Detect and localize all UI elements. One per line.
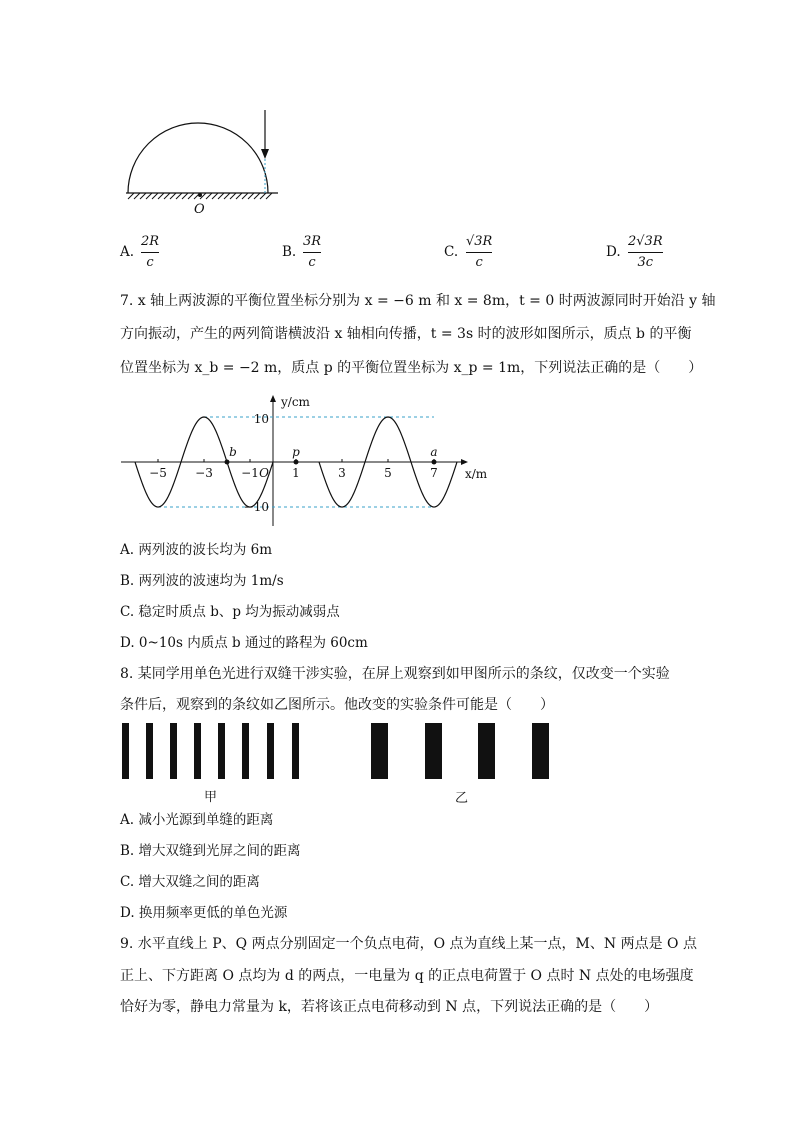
q6-option-b-fraction: [303, 234, 321, 271]
point-a: [432, 460, 437, 465]
x-axis-label: x/m: [465, 467, 488, 481]
numerator: 2R: [141, 234, 160, 249]
q6-option-d-fraction: [628, 234, 663, 271]
denominator: 3c: [637, 255, 654, 270]
q6-option-d-letter: D.: [606, 244, 621, 260]
q6-option-c-letter: C.: [444, 244, 459, 260]
semicircle-arc: [128, 123, 268, 193]
center-dot: [198, 193, 202, 197]
fringe-stripe: [267, 723, 274, 779]
fringe-stripe: [292, 723, 299, 779]
q9-line-2: 正上、下方距离 O 点均为 d 的两点，一电量为 q 的正点电荷置于 O 点时 N 点处的电场强度: [120, 968, 694, 984]
q7-option-c: C. 稳定时质点 b、p 均为振动减弱点: [120, 604, 340, 620]
denominator: c: [475, 255, 483, 270]
denominator: c: [308, 255, 316, 270]
q8-option-a: A. 减小光源到单缝的距离: [120, 812, 274, 828]
numerator: 3R: [303, 234, 322, 249]
fringe-stripe: [170, 723, 177, 779]
label-yi: 乙: [455, 791, 469, 806]
arrow-head-icon: [261, 149, 269, 159]
q6-option-a-letter: A.: [120, 244, 135, 260]
q8-option-c: C. 增大双缝之间的距离: [120, 874, 260, 890]
q8-option-b: B. 增大双缝到光屏之间的距离: [120, 843, 301, 859]
q8-option-d: D. 换用频率更低的单色光源: [120, 905, 288, 921]
q6-option-a-fraction: [141, 234, 159, 271]
q7-line-1: 7. x 轴上两波源的平衡位置坐标分别为 x = −6 m 和 x = 8m，t = 0 时两波源同时开始沿 y 轴: [120, 293, 716, 309]
fringe-stripe: [532, 723, 549, 779]
x-tick-label: 1: [292, 466, 300, 480]
x-tick-label: −5: [149, 466, 167, 480]
x-tick-label: −1: [241, 466, 259, 480]
denominator: c: [146, 255, 154, 270]
label-jia: 甲: [204, 790, 218, 805]
fringe-stripe: [425, 723, 442, 779]
q9-line-3: 恰好为零，静电力常量为 k，若将该正点电荷移动到 N 点，下列说法正确的是（ ）: [120, 999, 659, 1015]
numerator: 2√3R: [628, 234, 663, 249]
fringe-stripe: [122, 723, 129, 779]
q8-line-2: 条件后，观察到的条纹如乙图所示。他改变的实验条件可能是（ ）: [120, 697, 554, 713]
fringe-stripe: [218, 723, 225, 779]
q7-option-d: D. 0~10s 内质点 b 通过的路程为 60cm: [120, 635, 368, 651]
q7-line-2: 方向振动，产生的两列简谐横波沿 x 轴相向传播，t = 3s 时的波形如图所示，质点 b 的平衡: [120, 326, 692, 342]
y-tick-label: −10: [243, 500, 269, 514]
x-tick-label: 5: [384, 466, 392, 480]
y-axis-label: y/cm: [281, 395, 310, 409]
fringe-stripe: [478, 723, 495, 779]
numerator: √3R: [466, 234, 493, 249]
q9-line-1: 9. 水平直线上 P、Q 两点分别固定一个负点电荷，O 点为直线上某一点，M、N 两点是 O 点: [120, 936, 697, 952]
q6-option-b-letter: B.: [282, 244, 297, 260]
semicircle-figure: [120, 105, 290, 220]
origin-label: O: [259, 466, 269, 480]
fringe-stripe: [242, 723, 249, 779]
q6-option-c-fraction: [466, 234, 492, 271]
fringe-stripe: [146, 723, 153, 779]
y-tick-label: 10: [253, 412, 269, 426]
q8-line-1: 8. 某同学用单色光进行双缝干涉实验，在屏上观察到如甲图所示的条纹，仅改变一个实验: [120, 666, 670, 682]
wave-chart: [115, 390, 495, 530]
x-tick-label: −3: [195, 466, 213, 480]
point-label-a: a: [430, 445, 438, 459]
x-tick-label: 3: [338, 466, 346, 480]
x-tick-label: 7: [430, 466, 438, 480]
q7-option-b: B. 两列波的波速均为 1m/s: [120, 573, 284, 589]
q7-option-a: A. 两列波的波长均为 6m: [120, 542, 273, 558]
fringe-stripe: [194, 723, 201, 779]
point-b: [225, 460, 230, 465]
fringe-stripe: [371, 723, 388, 779]
point-label-b: b: [229, 445, 237, 459]
point-label-p: p: [292, 445, 300, 459]
q7-line-3: 位置坐标为 x_b = −2 m，质点 p 的平衡位置坐标为 x_p = 1m，下列说法正确的是（ ）: [120, 360, 703, 376]
origin-label: O: [194, 202, 205, 217]
point-p: [294, 460, 299, 465]
